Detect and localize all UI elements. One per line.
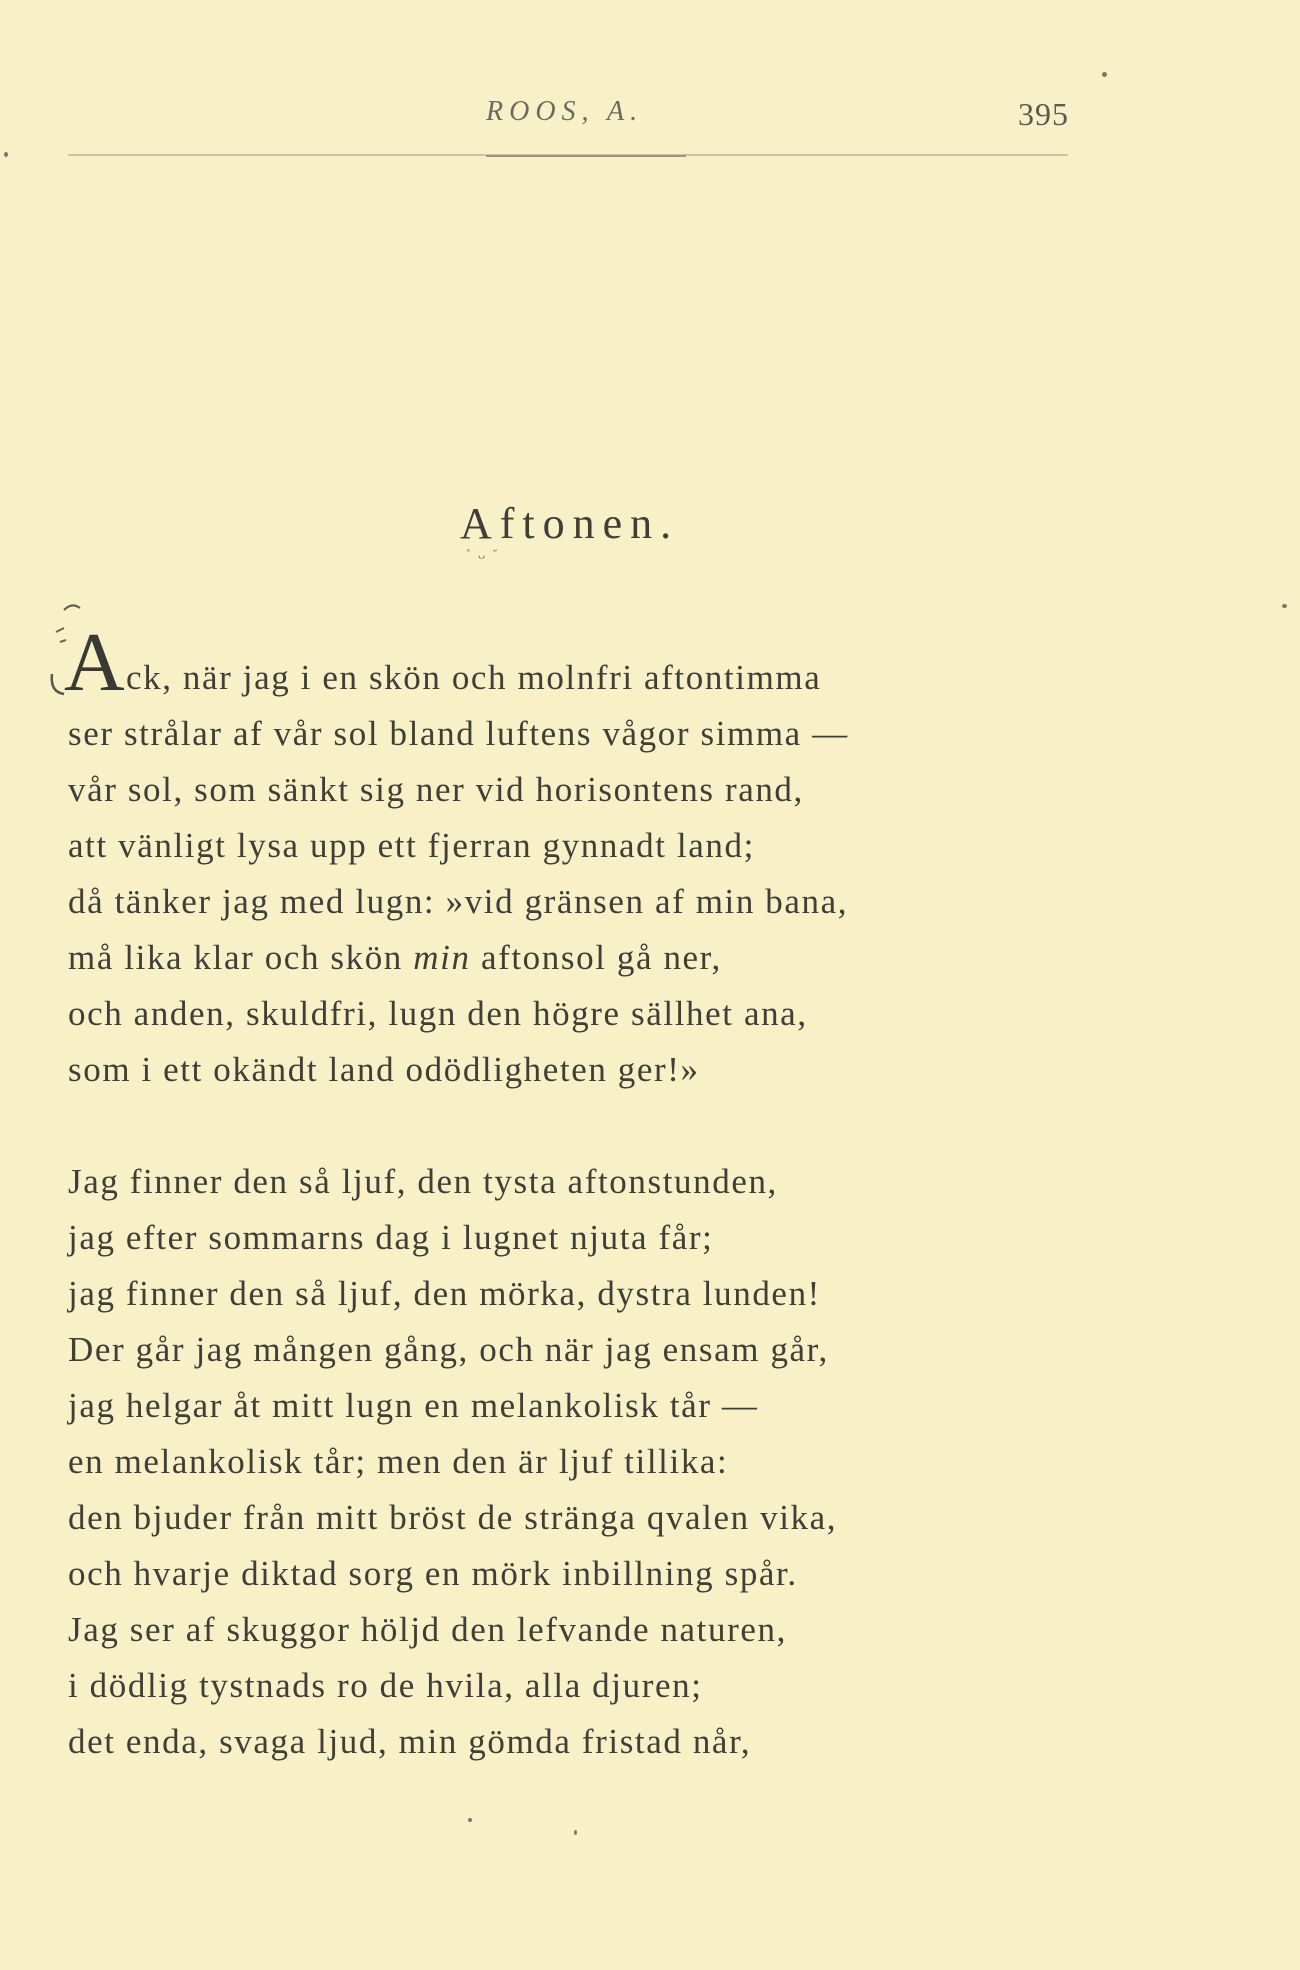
poem-line: en melankolisk tår; men den är ljuf tillika: [68, 1442, 729, 1481]
stanza-break [68, 1098, 1068, 1154]
poem-line: och anden, skuldfri, lugn den högre sällhet ana, [68, 994, 808, 1033]
poem-line: då tänker jag med lugn: »vid gränsen af min bana, [68, 882, 849, 921]
stanza-1 [68, 650, 1068, 1098]
poem-body [68, 650, 1068, 1770]
poem-line-text: ck, när jag i en skön och molnfri aftontimma [126, 658, 822, 697]
poem-line: vår sol, som sänkt sig ner vid horisontens rand, [68, 770, 804, 809]
poem-line: i dödlig tystnads ro de hvila, alla djuren; [68, 1666, 703, 1705]
poem-line: det enda, svaga ljud, min gömda fristad når, [68, 1722, 752, 1761]
poem-line: jag finner den så ljuf, den mörka, dystra lunden! [68, 1274, 821, 1313]
page-number: 395 [1018, 96, 1069, 132]
poem-title: Aftonen. [460, 499, 680, 548]
ink-speck [1102, 72, 1107, 77]
ink-speck [4, 152, 8, 157]
poem-line-text: må lika klar och skön [68, 938, 403, 977]
header-rule-accent [486, 155, 686, 157]
poem-line: jag efter sommarns dag i lugnet njuta får; [68, 1218, 714, 1257]
drop-cap-letter: A [64, 616, 125, 706]
ink-speck [468, 1818, 472, 1822]
running-head-author: ROOS, A. [486, 96, 644, 127]
stanza-2 [68, 1154, 1068, 1770]
ink-speck [1282, 604, 1287, 608]
poem-line [68, 650, 1068, 706]
ink-speck [574, 1830, 577, 1835]
poem-line: Der går jag mången gång, och när jag ensam går, [68, 1330, 829, 1369]
poem-line-text: aftonsol gå ner, [480, 938, 722, 977]
poem-line: Jag ser af skuggor höljd den lefvande naturen, [68, 1610, 787, 1649]
poem-line: ser strålar af vår sol bland luftens vågor simma — [68, 714, 849, 753]
poem-line: jag helgar åt mitt lugn en melankolisk tår — [68, 1386, 759, 1425]
poem-line: att vänligt lysa upp ett fjerran gynnadt land; [68, 826, 755, 865]
poem-line: som i ett okändt land odödligheten ger!» [68, 1050, 700, 1089]
running-head [0, 96, 1300, 136]
poem-line [68, 930, 1068, 986]
title-flourish-ornament: ˚ ᴗ ˘ [466, 548, 500, 563]
poem-line: den bjuder från mitt bröst de stränga qvalen vika, [68, 1498, 838, 1537]
poem-line: Jag finner den så ljuf, den tysta aftonstunden, [68, 1162, 778, 1201]
emphasized-word: min [413, 938, 471, 977]
poem-line: och hvarje diktad sorg en mörk inbillning spår. [68, 1554, 798, 1593]
